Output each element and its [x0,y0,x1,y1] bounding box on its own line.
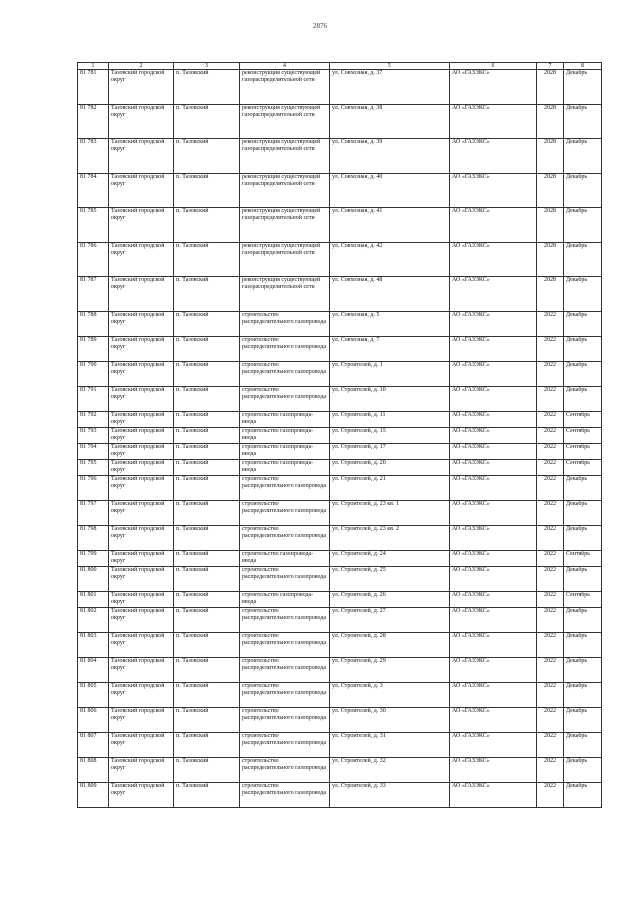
table-row [78,459,602,475]
district-cell: Тазовский городской округ [109,208,174,243]
work-type-cell: строительство распределительного газопровода [240,336,330,361]
address-cell: ул. Строителей, д. 31 [330,732,450,757]
row-number: 81 796 [78,475,109,500]
address-cell: ул. Совхозная, д. 40 [330,173,450,208]
district-cell: Тазовский городской округ [109,459,174,475]
address-cell: ул. Строителей, д. 27 [330,607,450,632]
year-cell: 2022 [537,361,564,386]
settlement-cell: п. Тазовский [174,411,240,427]
table-row [78,277,602,312]
row-number: 81 789 [78,336,109,361]
month-cell: Декабрь [564,104,602,139]
row-number: 81 799 [78,550,109,566]
work-type-cell: реконструкция существующей газораспределительной сети [240,242,330,277]
organization-cell: АО «ГАЗЭКС» [450,411,537,427]
organization-cell: АО «ГАЗЭКС» [450,757,537,782]
address-cell: ул. Строителей, д. 30 [330,707,450,732]
column-number: 3 [174,63,240,70]
table-row [78,657,602,682]
settlement-cell: п. Тазовский [174,566,240,591]
settlement-cell: п. Тазовский [174,550,240,566]
settlement-cell: п. Тазовский [174,732,240,757]
column-number: 1 [78,63,109,70]
organization-cell: АО «ГАЗЭКС» [450,173,537,208]
year-cell: 2022 [537,336,564,361]
month-cell: Сентябрь [564,427,602,443]
row-number: 81 805 [78,682,109,707]
month-cell: Декабрь [564,607,602,632]
month-cell: Декабрь [564,242,602,277]
table-row [78,427,602,443]
organization-cell: АО «ГАЗЭКС» [450,277,537,312]
organization-cell: АО «ГАЗЭКС» [450,386,537,411]
organization-cell: АО «ГАЗЭКС» [450,459,537,475]
address-cell: ул. Совхозная, д. 5 [330,311,450,336]
organization-cell: АО «ГАЗЭКС» [450,427,537,443]
organization-cell: АО «ГАЗЭКС» [450,607,537,632]
row-number: 81 786 [78,242,109,277]
district-cell: Тазовский городской округ [109,139,174,174]
settlement-cell: п. Тазовский [174,632,240,657]
settlement-cell: п. Тазовский [174,782,240,807]
work-type-cell: реконструкция существующей газораспределительной сети [240,173,330,208]
year-cell: 2022 [537,550,564,566]
district-cell: Тазовский городской округ [109,757,174,782]
address-cell: ул. Строителей, д. 24 [330,550,450,566]
table-row [78,311,602,336]
address-cell: ул. Строителей, д. 25 [330,566,450,591]
table-row [78,782,602,807]
organization-cell: АО «ГАЗЭКС» [450,311,537,336]
district-cell: Тазовский городской округ [109,632,174,657]
address-cell: ул. Строителей, д. 3 [330,682,450,707]
month-cell: Декабрь [564,475,602,500]
organization-cell: АО «ГАЗЭКС» [450,782,537,807]
year-cell: 2022 [537,500,564,525]
address-cell: ул. Совхозная, д. 39 [330,139,450,174]
address-cell: ул. Совхозная, д. 38 [330,104,450,139]
organization-cell: АО «ГАЗЭКС» [450,657,537,682]
table-row [78,139,602,174]
table-row [78,70,602,105]
table-row [78,632,602,657]
settlement-cell: п. Тазовский [174,139,240,174]
settlement-cell: п. Тазовский [174,311,240,336]
address-cell: ул. Совхозная, д. 42 [330,242,450,277]
settlement-cell: п. Тазовский [174,707,240,732]
year-cell: 2028 [537,139,564,174]
row-number: 81 782 [78,104,109,139]
row-number: 81 788 [78,311,109,336]
organization-cell: АО «ГАЗЭКС» [450,139,537,174]
row-number: 81 804 [78,657,109,682]
table-row [78,591,602,607]
table-row [78,682,602,707]
month-cell: Декабрь [564,386,602,411]
row-number: 81 784 [78,173,109,208]
district-cell: Тазовский городской округ [109,386,174,411]
month-cell: Сентябрь [564,443,602,459]
address-cell: ул. Строителей, д. 28 [330,632,450,657]
table-row [78,732,602,757]
month-cell: Декабрь [564,707,602,732]
work-type-cell: строительство распределительного газопровода [240,311,330,336]
settlement-cell: п. Тазовский [174,459,240,475]
month-cell: Декабрь [564,566,602,591]
month-cell: Декабрь [564,757,602,782]
work-type-cell: строительство распределительного газопровода [240,707,330,732]
district-cell: Тазовский городской округ [109,242,174,277]
row-number: 81 807 [78,732,109,757]
settlement-cell: п. Тазовский [174,242,240,277]
month-cell: Декабрь [564,173,602,208]
work-type-cell: строительство распределительного газопровода [240,361,330,386]
settlement-cell: п. Тазовский [174,682,240,707]
address-cell: ул. Совхозная, д. 48 [330,277,450,312]
work-type-cell: строительство распределительного газопровода [240,566,330,591]
district-cell: Тазовский городской округ [109,657,174,682]
address-cell: ул. Строителей, д. 26 [330,591,450,607]
row-number: 81 790 [78,361,109,386]
schedule-table [77,62,602,808]
column-number: 2 [109,63,174,70]
table-row [78,242,602,277]
work-type-cell: строительство распределительного газопровода [240,782,330,807]
address-cell: ул. Строителей, д. 17 [330,443,450,459]
work-type-cell: строительство распределительного газопровода [240,632,330,657]
table-row [78,707,602,732]
month-cell: Декабрь [564,682,602,707]
year-cell: 2022 [537,757,564,782]
work-type-cell: строительство газопровода-ввода [240,550,330,566]
column-number: 8 [564,63,602,70]
year-cell: 2022 [537,525,564,550]
month-cell: Декабрь [564,500,602,525]
organization-cell: АО «ГАЗЭКС» [450,500,537,525]
work-type-cell: реконструкция существующей газораспределительной сети [240,208,330,243]
district-cell: Тазовский городской округ [109,566,174,591]
district-cell: Тазовский городской округ [109,361,174,386]
district-cell: Тазовский городской округ [109,277,174,312]
work-type-cell: строительство распределительного газопровода [240,525,330,550]
address-cell: ул. Строителей, д. 20 [330,459,450,475]
organization-cell: АО «ГАЗЭКС» [450,732,537,757]
organization-cell: АО «ГАЗЭКС» [450,475,537,500]
row-number: 81 808 [78,757,109,782]
district-cell: Тазовский городской округ [109,336,174,361]
month-cell: Сентябрь [564,591,602,607]
work-type-cell: строительство распределительного газопровода [240,500,330,525]
district-cell: Тазовский городской округ [109,732,174,757]
year-cell: 2022 [537,632,564,657]
settlement-cell: п. Тазовский [174,657,240,682]
row-number: 81 781 [78,70,109,105]
table-row [78,475,602,500]
year-cell: 2022 [537,782,564,807]
year-cell: 2022 [537,475,564,500]
table-body [78,70,602,808]
district-cell: Тазовский городской округ [109,104,174,139]
work-type-cell: строительство газопровода-ввода [240,591,330,607]
column-number: 6 [450,63,537,70]
table-row [78,104,602,139]
work-type-cell: реконструкция существующей газораспределительной сети [240,104,330,139]
row-number: 81 806 [78,707,109,732]
month-cell: Декабрь [564,632,602,657]
year-cell: 2022 [537,411,564,427]
row-number: 81 801 [78,591,109,607]
address-cell: ул. Строителей, д. 23 кв. 1 [330,500,450,525]
address-cell: ул. Совхозная, д. 41 [330,208,450,243]
row-number: 81 783 [78,139,109,174]
row-number: 81 797 [78,500,109,525]
year-cell: 2028 [537,104,564,139]
year-cell: 2022 [537,427,564,443]
district-cell: Тазовский городской округ [109,173,174,208]
settlement-cell: п. Тазовский [174,208,240,243]
settlement-cell: п. Тазовский [174,427,240,443]
work-type-cell: строительство газопровода-ввода [240,459,330,475]
organization-cell: АО «ГАЗЭКС» [450,682,537,707]
row-number: 81 791 [78,386,109,411]
settlement-cell: п. Тазовский [174,70,240,105]
work-type-cell: строительство распределительного газопровода [240,386,330,411]
column-number-row [78,63,602,70]
table-row [78,500,602,525]
district-cell: Тазовский городской округ [109,427,174,443]
settlement-cell: п. Тазовский [174,757,240,782]
year-cell: 2022 [537,707,564,732]
year-cell: 2028 [537,242,564,277]
table-row [78,411,602,427]
work-type-cell: строительство распределительного газопровода [240,657,330,682]
work-type-cell: строительство газопровода-ввода [240,443,330,459]
work-type-cell: строительство распределительного газопровода [240,607,330,632]
work-type-cell: реконструкция существующей газораспределительной сети [240,70,330,105]
table-row [78,566,602,591]
table-row [78,361,602,386]
settlement-cell: п. Тазовский [174,475,240,500]
row-number: 81 793 [78,427,109,443]
work-type-cell: строительство распределительного газопровода [240,757,330,782]
month-cell: Сентябрь [564,411,602,427]
organization-cell: АО «ГАЗЭКС» [450,591,537,607]
month-cell: Сентябрь [564,550,602,566]
organization-cell: АО «ГАЗЭКС» [450,550,537,566]
district-cell: Тазовский городской округ [109,782,174,807]
work-type-cell: строительство распределительного газопровода [240,475,330,500]
month-cell: Декабрь [564,525,602,550]
organization-cell: АО «ГАЗЭКС» [450,707,537,732]
district-cell: Тазовский городской округ [109,682,174,707]
address-cell: ул. Строителей, д. 21 [330,475,450,500]
settlement-cell: п. Тазовский [174,104,240,139]
organization-cell: АО «ГАЗЭКС» [450,632,537,657]
organization-cell: АО «ГАЗЭКС» [450,443,537,459]
table-row [78,443,602,459]
month-cell: Декабрь [564,336,602,361]
work-type-cell: строительство распределительного газопровода [240,682,330,707]
organization-cell: АО «ГАЗЭКС» [450,361,537,386]
year-cell: 2028 [537,70,564,105]
row-number: 81 809 [78,782,109,807]
settlement-cell: п. Тазовский [174,443,240,459]
year-cell: 2022 [537,386,564,411]
district-cell: Тазовский городской округ [109,607,174,632]
month-cell: Декабрь [564,208,602,243]
organization-cell: АО «ГАЗЭКС» [450,336,537,361]
year-cell: 2022 [537,311,564,336]
row-number: 81 800 [78,566,109,591]
year-cell: 2022 [537,566,564,591]
district-cell: Тазовский городской округ [109,443,174,459]
month-cell: Декабрь [564,70,602,105]
year-cell: 2028 [537,173,564,208]
row-number: 81 794 [78,443,109,459]
month-cell: Декабрь [564,732,602,757]
table-row [78,757,602,782]
address-cell: ул. Строителей, д. 15 [330,427,450,443]
month-cell: Декабрь [564,277,602,312]
year-cell: 2022 [537,657,564,682]
column-number: 4 [240,63,330,70]
organization-cell: АО «ГАЗЭКС» [450,208,537,243]
table-row [78,550,602,566]
row-number: 81 792 [78,411,109,427]
row-number: 81 785 [78,208,109,243]
month-cell: Декабрь [564,782,602,807]
month-cell: Декабрь [564,361,602,386]
district-cell: Тазовский городской округ [109,591,174,607]
district-cell: Тазовский городской округ [109,411,174,427]
work-type-cell: строительство распределительного газопровода [240,732,330,757]
address-cell: ул. Строителей, д. 29 [330,657,450,682]
district-cell: Тазовский городской округ [109,70,174,105]
year-cell: 2028 [537,208,564,243]
settlement-cell: п. Тазовский [174,336,240,361]
address-cell: ул. Строителей, д. 32 [330,757,450,782]
row-number: 81 795 [78,459,109,475]
address-cell: ул. Строителей, д. 11 [330,411,450,427]
organization-cell: АО «ГАЗЭКС» [450,70,537,105]
table-row [78,386,602,411]
year-cell: 2022 [537,459,564,475]
organization-cell: АО «ГАЗЭКС» [450,242,537,277]
address-cell: ул. Строителей, д. 23 кв. 2 [330,525,450,550]
address-cell: ул. Совхозная, д. 37 [330,70,450,105]
address-cell: ул. Совхозная, д. 7 [330,336,450,361]
table-row [78,173,602,208]
month-cell: Сентябрь [564,459,602,475]
settlement-cell: п. Тазовский [174,386,240,411]
organization-cell: АО «ГАЗЭКС» [450,566,537,591]
row-number: 81 803 [78,632,109,657]
year-cell: 2022 [537,732,564,757]
organization-cell: АО «ГАЗЭКС» [450,104,537,139]
settlement-cell: п. Тазовский [174,173,240,208]
table-row [78,336,602,361]
month-cell: Декабрь [564,311,602,336]
work-type-cell: реконструкция существующей газораспределительной сети [240,277,330,312]
year-cell: 2022 [537,607,564,632]
organization-cell: АО «ГАЗЭКС» [450,525,537,550]
table-row [78,607,602,632]
month-cell: Декабрь [564,139,602,174]
district-cell: Тазовский городской округ [109,550,174,566]
column-number: 5 [330,63,450,70]
work-type-cell: строительство газопровода-ввода [240,411,330,427]
year-cell: 2022 [537,443,564,459]
row-number: 81 802 [78,607,109,632]
district-cell: Тазовский городской округ [109,525,174,550]
row-number: 81 798 [78,525,109,550]
address-cell: ул. Строителей, д. 10 [330,386,450,411]
table-row [78,208,602,243]
district-cell: Тазовский городской округ [109,707,174,732]
year-cell: 2022 [537,682,564,707]
year-cell: 2028 [537,277,564,312]
work-type-cell: строительство газопровода-ввода [240,427,330,443]
address-cell: ул. Строителей, д. 33 [330,782,450,807]
district-cell: Тазовский городской округ [109,311,174,336]
month-cell: Декабрь [564,657,602,682]
settlement-cell: п. Тазовский [174,277,240,312]
settlement-cell: п. Тазовский [174,591,240,607]
settlement-cell: п. Тазовский [174,525,240,550]
row-number: 81 787 [78,277,109,312]
settlement-cell: п. Тазовский [174,607,240,632]
settlement-cell: п. Тазовский [174,500,240,525]
district-cell: Тазовский городской округ [109,475,174,500]
settlement-cell: п. Тазовский [174,361,240,386]
address-cell: ул. Строителей, д. 1 [330,361,450,386]
work-type-cell: реконструкция существующей газораспределительной сети [240,139,330,174]
district-cell: Тазовский городской округ [109,500,174,525]
column-number: 7 [537,63,564,70]
page-number: 2876 [313,22,327,30]
year-cell: 2022 [537,591,564,607]
table-row [78,525,602,550]
